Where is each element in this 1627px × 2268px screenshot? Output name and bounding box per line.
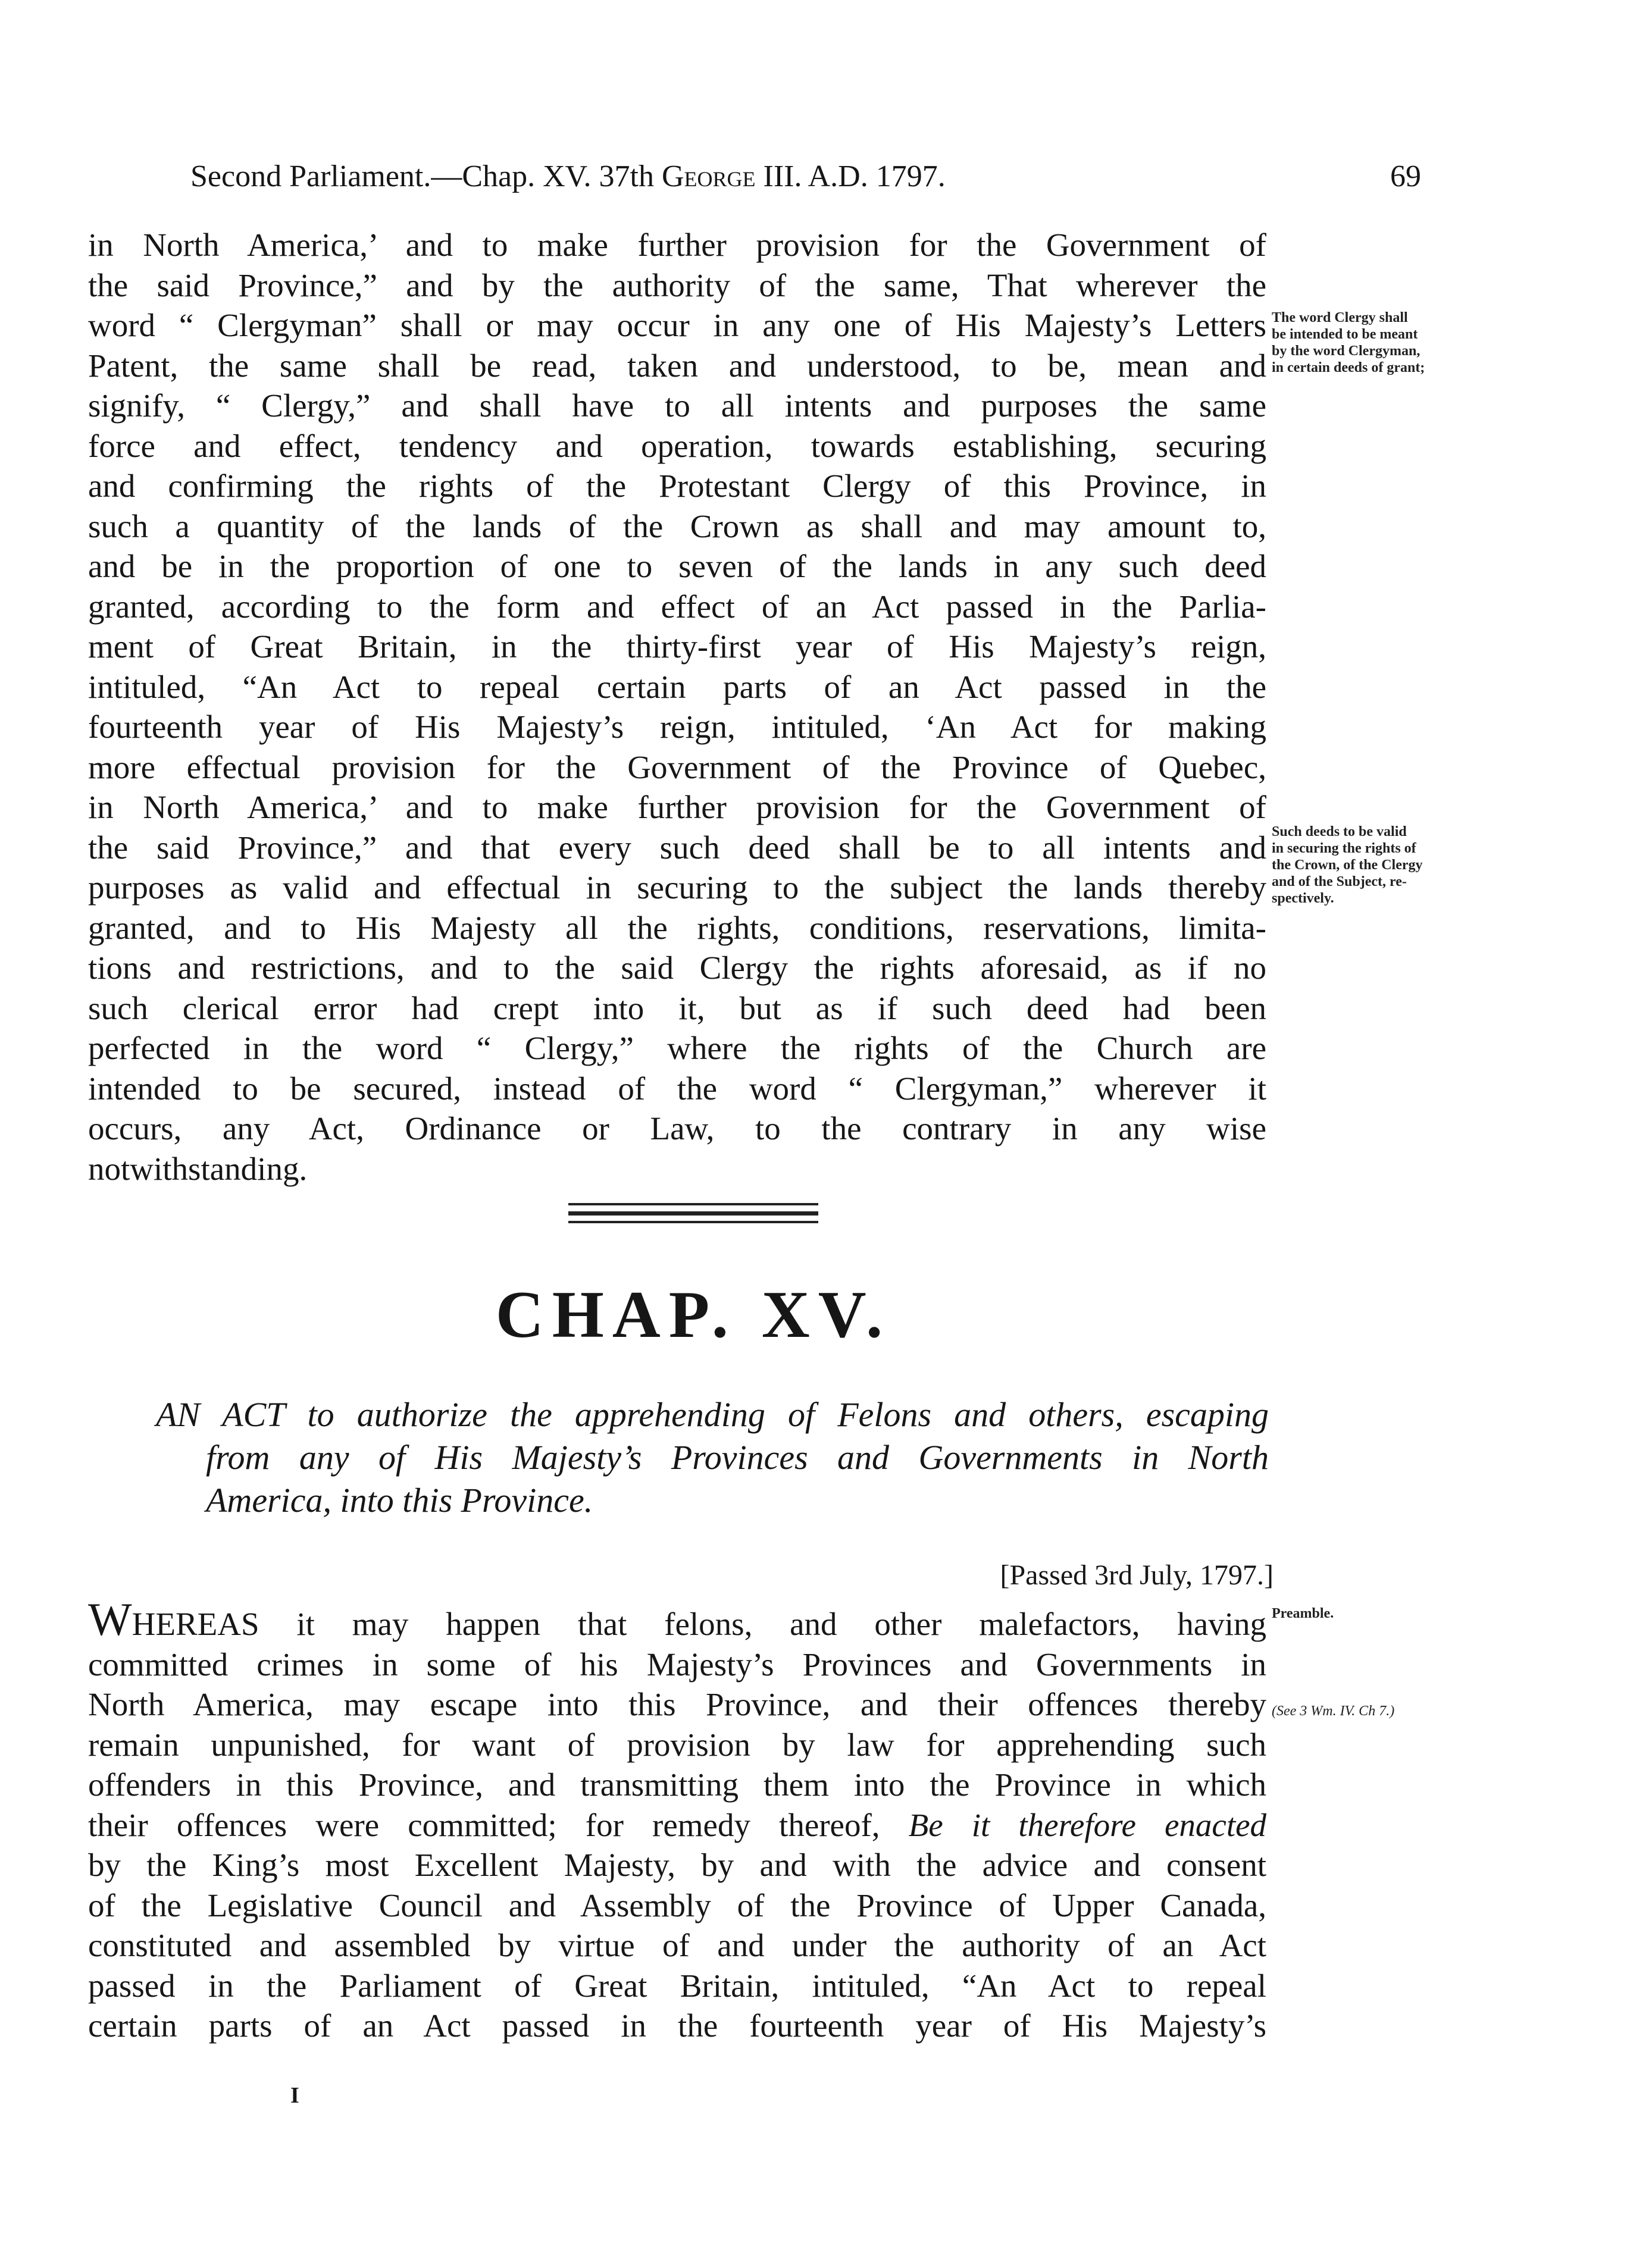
margin-note-line: The word Clergy shall: [1272, 310, 1408, 325]
passed-date: [Passed 3rd July, 1797.]: [1000, 1559, 1274, 1591]
signature-mark: I: [290, 2083, 299, 2108]
margin-note-line: Such deeds to be valid: [1272, 824, 1407, 839]
text-line: North America, may escape into this Province, and their offences thereby: [88, 1686, 1266, 1722]
text-line: intended to be secured, instead of the word “ Clergyman,” wherever it: [88, 1070, 1266, 1107]
text-line: the said Province,” and that every such deed shall be to all intents and: [88, 829, 1266, 866]
text-line: ment of Great Britain, in the thirty-first year of His Majesty’s reign,: [88, 628, 1266, 665]
chapter-heading: CHAP. XV.: [495, 1278, 891, 1352]
text-line: word “ Clergyman” shall or may occur in any one of His Majesty’s Letters: [88, 307, 1266, 343]
text-line: notwithstanding.: [88, 1150, 308, 1187]
margin-note-line: in securing the rights of: [1272, 841, 1416, 856]
running-head-left: Second Parliament.—Chap. XV. 37th: [190, 159, 662, 193]
running-head-king: George: [661, 159, 756, 193]
text-line: more effectual provision for the Government of the Province of Quebec,: [88, 748, 1266, 785]
text-line: granted, according to the form and effect of an Act passed in the Parlia-: [88, 588, 1266, 625]
running-head-right: III. A.D. 1797.: [755, 159, 946, 193]
text-line: offenders in this Province, and transmitting them into the Province in which: [88, 1766, 1266, 1803]
margin-note-preamble: [1272, 1605, 1334, 1622]
section-divider-rule: [568, 1203, 818, 1227]
text-line: tions and restrictions, and to the said Clergy the rights aforesaid, as if no: [88, 950, 1266, 986]
margin-note-line: Preamble.: [1272, 1606, 1334, 1621]
paragraph-continuation: [88, 225, 1266, 1189]
page-number: 69: [1390, 159, 1421, 193]
text-line-content: their offences were committed; for remedy thereof,: [88, 1806, 909, 1843]
act-title-line: America, into this Province.: [206, 1481, 593, 1520]
margin-note-deeds-valid: [1272, 823, 1423, 907]
act-title-line: from any of His Majesty’s Provinces and Governments in North: [206, 1438, 1269, 1477]
margin-note-reference: [1272, 1703, 1394, 1719]
text-line: [88, 1593, 1266, 1645]
text-line: in North America,’ and to make further provision for the Government of: [88, 227, 1266, 263]
text-line-content: HEREAS it may happen that felons, and other malefactors, having: [132, 1606, 1266, 1642]
rule-line: [568, 1221, 818, 1223]
text-line: Patent, the same shall be read, taken and understood, to be, mean and: [88, 347, 1266, 384]
text-line: such clerical error had crept into it, but as if such deed had been: [88, 989, 1266, 1026]
rule-line: [568, 1203, 818, 1205]
text-line: by the King’s most Excellent Majesty, by and with the advice and consent: [88, 1847, 1266, 1883]
text-line: passed in the Parliament of Great Britain, intituled, “An Act to repeal: [88, 1967, 1266, 2004]
text-line: granted, and to His Majesty all the rights, conditions, reservations, limita-: [88, 909, 1266, 946]
text-line: intituled, “An Act to repeal certain parts of an Act passed in the: [88, 668, 1266, 705]
margin-note-line: and of the Subject, re-: [1272, 874, 1407, 889]
text-line: force and effect, tendency and operation, towards establishing, securing: [88, 427, 1266, 464]
text-line: such a quantity of the lands of the Crown as shall and may amount to,: [88, 508, 1266, 544]
drop-cap: W: [88, 1593, 132, 1645]
text-line: fourteenth year of His Majesty’s reign, intituled, ‘An Act for making: [88, 709, 1266, 745]
text-line: and confirming the rights of the Protestant Clergy of this Province, in: [88, 468, 1266, 504]
text-line: committed crimes in some of his Majesty’s Provinces and Governments in: [88, 1646, 1266, 1683]
rule-line: [568, 1211, 818, 1216]
text-line: perfected in the word “ Clergy,” where the rights of the Church are: [88, 1030, 1266, 1066]
text-line: the said Province,” and by the authority of the same, That wherever the: [88, 267, 1266, 303]
margin-note-clergy: [1272, 309, 1425, 376]
text-line: certain parts of an Act passed in the fourteenth year of His Majesty’s: [88, 2007, 1266, 2044]
margin-note-line: spectively.: [1272, 891, 1334, 906]
preamble-paragraph: [88, 1593, 1267, 2046]
text-line: [88, 1805, 1266, 1846]
text-line: occurs, any Act, Ordinance or Law, to the contrary in any wise: [88, 1110, 1266, 1146]
margin-note-line: (See 3 Wm. IV. Ch 7.): [1272, 1703, 1395, 1719]
text-line: and be in the proportion of one to seven of the lands in any such deed: [88, 548, 1266, 584]
margin-note-line: be intended to be meant: [1272, 327, 1418, 342]
running-head: [190, 150, 1265, 203]
margin-note-line: by the word Clergyman,: [1272, 343, 1421, 359]
enacting-phrase: Be it therefore enacted: [908, 1806, 1267, 1843]
act-title: [156, 1393, 1269, 1522]
text-line: signify, “ Clergy,” and shall have to all intents and purposes the same: [88, 387, 1266, 424]
text-line: purposes as valid and effectual in securing to the subject the lands thereby: [88, 869, 1266, 906]
text-line: in North America,’ and to make further provision for the Government of: [88, 789, 1266, 825]
margin-note-line: the Crown, of the Clergy: [1272, 857, 1423, 873]
margin-note-line: in certain deeds of grant;: [1272, 360, 1425, 375]
act-title-line: AN ACT to authorize the apprehending of Felons and others, escaping: [156, 1395, 1269, 1434]
text-line: remain unpunished, for want of provision by law for apprehending such: [88, 1726, 1266, 1763]
text-line: constituted and assembled by virtue of and under the authority of an Act: [88, 1927, 1266, 1963]
text-line: of the Legislative Council and Assembly of the Province of Upper Canada,: [88, 1887, 1266, 1924]
